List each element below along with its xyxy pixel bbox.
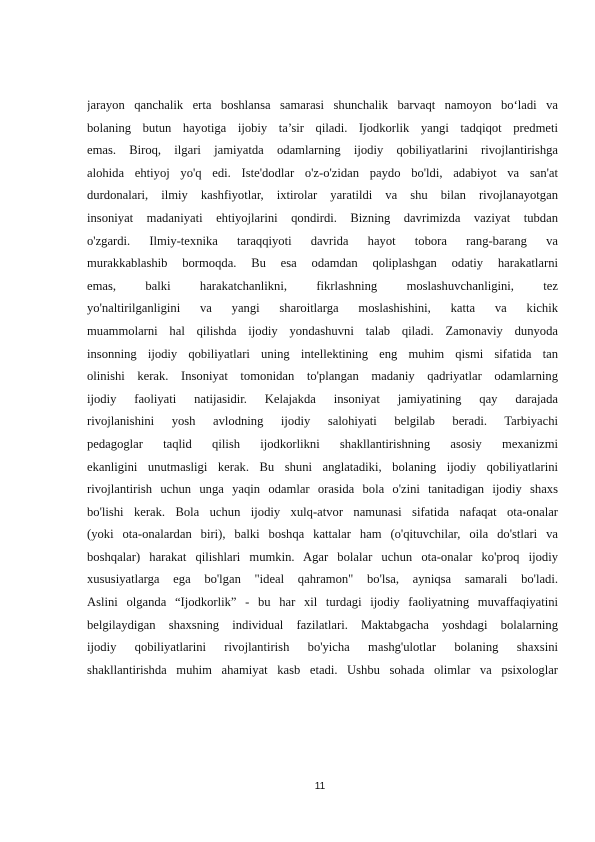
- body-text: [87, 94, 558, 681]
- text-line: o'zgardi. Ilmiy-texnika taraqqiyoti davrida hayot tobora rang-barang va: [87, 233, 558, 248]
- text-line: (yoki ota-onalardan biri), balki boshqa kattalar ham (o'qituvchilar, oila do'stlari va: [87, 527, 558, 542]
- text-line: yo'naltirilganligini va yangi sharoitlarga moslashishini, katta va kichik: [87, 301, 558, 316]
- text-line: ijodiy qobiliyatlarini rivojlantirish bo'yicha mashg'ulotlar bolaning shaxsini: [87, 640, 558, 655]
- text-line: murakkablashib bormoqda. Bu esa odamdan qoliplashgan odatiy harakatlarni: [87, 256, 558, 271]
- text-line: shakllantirishda muhim ahamiyat kasb etadi. Ushbu sohada olimlar va psixologlar: [87, 662, 558, 677]
- text-line: pedagoglar taqlid qilish ijodkorlikni shakllantirishning asosiy mexanizmi: [87, 436, 558, 451]
- text-line: alohida ehtiyoj yo'q edi. Iste'dodlar o'z-o'zidan paydo bo'ldi, adabiyot va san'at: [87, 165, 558, 180]
- text-line: muammolarni hal qilishda ijodiy yondashuvni talab qiladi. Zamonaviy dunyoda: [87, 323, 558, 338]
- text-line: bolaning butun hayotiga ijobiy ta’sir qiladi. Ijodkorlik yangi tadqiqot predmeti: [87, 120, 558, 135]
- text-line: durdonalari, ilmiy kashfiyotlar, ixtirolar yaratildi va shu bilan rivojlanayotgan: [87, 188, 558, 203]
- text-line: rivojlantirish uchun unga yaqin odamlar orasida bola o'zini tanitadigan ijodiy shaxs: [87, 482, 558, 497]
- text-line: rivojlanishini yosh avlodning ijodiy salohiyati belgilab beradi. Tarbiyachi: [87, 414, 558, 429]
- text-line: insonning ijodiy qobiliyatlari uning intellektining eng muhim qismi sifatida tan: [87, 346, 558, 361]
- text-line: bo'lishi kerak. Bola uchun ijodiy xulq-atvor namunasi sifatida nafaqat ota-onalar: [87, 504, 558, 519]
- text-line: Aslini olganda “Ijodkorlik” - bu har xil turdagi ijodiy faoliyatning muvaffaqiyatini: [87, 595, 558, 610]
- text-line: ekanligini unutmasligi kerak. Bu shuni anglatadiki, bolaning ijodiy qobiliyatlarini: [87, 459, 558, 474]
- text-line: emas, balki harakatchanlikni, fikrlashning moslashuvchanligini, tez: [87, 278, 558, 293]
- text-line: xususiyatlarga ega bo'lgan "ideal qahramon" bo'lsa, ayniqsa samarali bo'ladi.: [87, 572, 558, 587]
- text-line: olinishi kerak. Insoniyat tomonidan to'plangan madaniy qadriyatlar odamlarning: [87, 369, 558, 384]
- text-line: emas. Biroq, ilgari jamiyatda odamlarning ijodiy qobiliyatlarini rivojlantirishga: [87, 143, 558, 158]
- text-line: jarayon qanchalik erta boshlansa samarasi shunchalik barvaqt namoyon bo‘ladi va: [87, 98, 558, 112]
- page-number: 11: [314, 781, 326, 792]
- text-line: ijodiy faoliyati natijasidir. Kelajakda insoniyat jamiyatining qay darajada: [87, 391, 558, 406]
- text-line: insoniyat madaniyati ehtiyojlarini qondirdi. Bizning davrimizda vaziyat tubdan: [87, 210, 558, 225]
- text-line: belgilaydigan shaxsning individual fazilatlari. Maktabgacha yoshdagi bolalarning: [87, 617, 558, 632]
- text-line: boshqalar) harakat qilishlari mumkin. Agar bolalar uchun ota-onalar ko'proq ijodiy: [87, 549, 558, 564]
